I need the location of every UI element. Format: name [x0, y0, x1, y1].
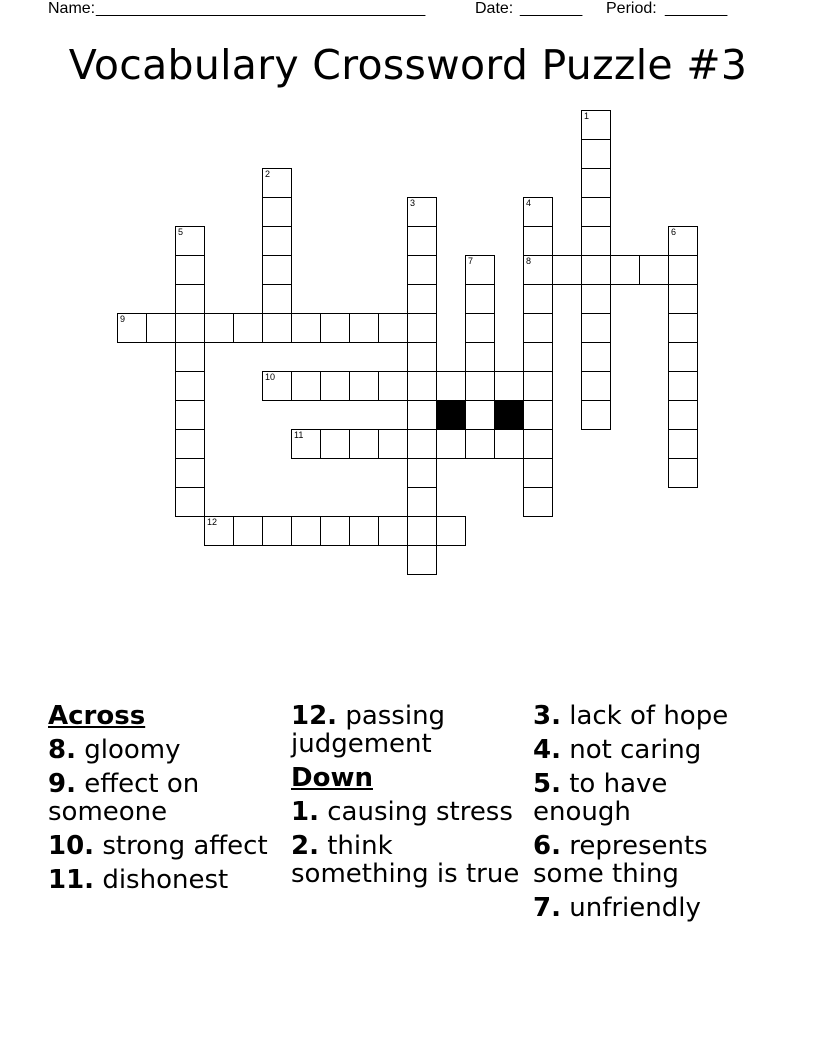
crossword-cell[interactable]: [320, 313, 350, 343]
name-field[interactable]: _____________________________________: [96, 0, 426, 17]
crossword-cell[interactable]: [581, 197, 611, 227]
crossword-cell[interactable]: [465, 371, 495, 401]
crossword-cell[interactable]: [523, 458, 553, 488]
crossword-cell[interactable]: [378, 429, 408, 459]
crossword-cell[interactable]: [320, 429, 350, 459]
crossword-cell[interactable]: [465, 284, 495, 314]
crossword-cell[interactable]: [523, 371, 553, 401]
crossword-cell[interactable]: [668, 429, 698, 459]
crossword-cell[interactable]: [610, 255, 640, 285]
clue-text: represents some thing: [533, 831, 708, 889]
crossword-cell[interactable]: [436, 371, 466, 401]
crossword-cell[interactable]: [349, 313, 379, 343]
crossword-cell[interactable]: [233, 516, 263, 546]
crossword-cell[interactable]: [465, 255, 495, 285]
crossword-cell[interactable]: [262, 226, 292, 256]
clue-text: think something is true: [291, 831, 520, 889]
page-title: Vocabulary Crossword Puzzle #3: [68, 41, 748, 89]
clue-number: 9.: [48, 769, 76, 799]
clue-number: 1.: [291, 797, 319, 827]
clue-down-3: [533, 702, 773, 730]
crossword-cell[interactable]: [175, 429, 205, 459]
crossword-cell[interactable]: [581, 371, 611, 401]
crossword-cell[interactable]: [204, 516, 234, 546]
crossword-cell[interactable]: [668, 255, 698, 285]
crossword-cell[interactable]: [407, 255, 437, 285]
clue-text: dishonest: [102, 865, 229, 895]
clue-number: 2.: [291, 831, 319, 861]
crossword-cell[interactable]: [407, 197, 437, 227]
crossword-cell[interactable]: [581, 226, 611, 256]
crossword-cell[interactable]: [175, 313, 205, 343]
clue-number: 5.: [533, 769, 561, 799]
crossword-cell[interactable]: [523, 400, 553, 430]
crossword-cell[interactable]: [668, 342, 698, 372]
clue-text: passing judgement: [291, 701, 446, 759]
crossword-cell[interactable]: [407, 545, 437, 575]
crossword-cell[interactable]: [204, 313, 234, 343]
crossword-cell[interactable]: [436, 516, 466, 546]
crossword-cell[interactable]: [262, 197, 292, 227]
period-label: Period:: [606, 0, 657, 17]
clues-column-2: [291, 702, 521, 894]
crossword-cell[interactable]: [436, 429, 466, 459]
cell-number: 10: [265, 372, 276, 382]
crossword-cell[interactable]: [407, 342, 437, 372]
clue-text: unfriendly: [569, 893, 701, 923]
black-square: [494, 400, 524, 430]
crossword-cell[interactable]: [552, 255, 582, 285]
across-heading: Across: [48, 701, 146, 731]
crossword-cell[interactable]: [581, 168, 611, 198]
crossword-cell[interactable]: [523, 226, 553, 256]
crossword-cell[interactable]: [407, 371, 437, 401]
down-heading: Down: [291, 763, 373, 793]
crossword-cell[interactable]: [668, 226, 698, 256]
crossword-cell[interactable]: [262, 284, 292, 314]
crossword-cell[interactable]: [117, 313, 147, 343]
crossword-cell[interactable]: [465, 429, 495, 459]
crossword-cell[interactable]: [146, 313, 176, 343]
clue-across-11: [48, 866, 278, 894]
crossword-cell[interactable]: [291, 313, 321, 343]
crossword-cell[interactable]: [378, 516, 408, 546]
crossword-cell[interactable]: [668, 400, 698, 430]
crossword-cell[interactable]: [175, 255, 205, 285]
cell-number: 5: [178, 227, 184, 237]
clue-text: gloomy: [84, 735, 181, 765]
crossword-cell[interactable]: [320, 516, 350, 546]
crossword-cell[interactable]: [407, 516, 437, 546]
clue-down-4: [533, 736, 773, 764]
crossword-cell[interactable]: [523, 429, 553, 459]
crossword-cell[interactable]: [291, 516, 321, 546]
cell-number: 7: [468, 256, 474, 266]
clue-down-7: [533, 894, 773, 922]
clue-text: causing stress: [327, 797, 513, 827]
crossword-cell[interactable]: [668, 313, 698, 343]
crossword-cell[interactable]: [523, 255, 553, 285]
crossword-cell[interactable]: [175, 400, 205, 430]
cell-number: 12: [207, 517, 218, 527]
crossword-cell[interactable]: [523, 342, 553, 372]
cell-number: 4: [526, 198, 532, 208]
crossword-cell[interactable]: [581, 400, 611, 430]
crossword-cell[interactable]: [407, 487, 437, 517]
clues-column-3: [533, 702, 773, 928]
crossword-cell[interactable]: [291, 429, 321, 459]
clue-text: lack of hope: [569, 701, 729, 731]
cell-number: 2: [265, 169, 271, 179]
clue-down-2: [291, 832, 521, 888]
crossword-cell[interactable]: [349, 371, 379, 401]
crossword-cell[interactable]: [581, 139, 611, 169]
clue-number: 7.: [533, 893, 561, 923]
crossword-cell[interactable]: [262, 516, 292, 546]
clue-text: effect on someone: [48, 769, 200, 827]
crossword-cell[interactable]: [378, 371, 408, 401]
clue-across-12: [291, 702, 521, 758]
cell-number: 1: [584, 111, 590, 121]
cell-number: 11: [294, 430, 304, 440]
crossword-cell[interactable]: [523, 487, 553, 517]
clue-text: to have enough: [533, 769, 668, 827]
crossword-cell[interactable]: [407, 313, 437, 343]
clue-down-5: [533, 770, 773, 826]
clue-number: 12.: [291, 701, 338, 731]
crossword-cell[interactable]: [407, 400, 437, 430]
crossword-cell[interactable]: [291, 371, 321, 401]
crossword-cell[interactable]: [262, 371, 292, 401]
crossword-cell[interactable]: [262, 168, 292, 198]
crossword-cell[interactable]: [378, 313, 408, 343]
clue-number: 10.: [48, 831, 95, 861]
crossword-cell[interactable]: [320, 371, 350, 401]
clue-across-9: [48, 770, 278, 826]
clues-column-1: [48, 702, 278, 900]
crossword-cell[interactable]: [407, 284, 437, 314]
crossword-cell[interactable]: [668, 458, 698, 488]
clue-text: strong affect: [102, 831, 268, 861]
name-label: Name:: [48, 0, 96, 17]
crossword-cell[interactable]: [175, 342, 205, 372]
cell-number: 3: [410, 198, 416, 208]
crossword-cell[interactable]: [465, 342, 495, 372]
cell-number: 9: [120, 314, 126, 324]
clue-across-10: [48, 832, 278, 860]
cell-number: 8: [526, 256, 532, 266]
clue-number: 11.: [48, 865, 95, 895]
crossword-cell[interactable]: [523, 197, 553, 227]
crossword-cell[interactable]: [581, 110, 611, 140]
clue-down-1: [291, 798, 521, 826]
clue-number: 8.: [48, 735, 76, 765]
clue-down-6: [533, 832, 773, 888]
clue-number: 6.: [533, 831, 561, 861]
crossword-cell[interactable]: [523, 313, 553, 343]
crossword-cell[interactable]: [349, 429, 379, 459]
date-field[interactable]: _______: [520, 0, 583, 17]
clue-number: 4.: [533, 735, 561, 765]
date-label: Date:: [475, 0, 514, 17]
crossword-cell[interactable]: [175, 487, 205, 517]
crossword-cell[interactable]: [175, 284, 205, 314]
crossword-cell[interactable]: [581, 313, 611, 343]
clue-number: 3.: [533, 701, 561, 731]
crossword-cell[interactable]: [668, 284, 698, 314]
crossword-cell[interactable]: [465, 400, 495, 430]
crossword-cell[interactable]: [349, 516, 379, 546]
crossword-cell[interactable]: [233, 313, 263, 343]
crossword-cell[interactable]: [175, 458, 205, 488]
crossword-cell[interactable]: [494, 371, 524, 401]
cell-number: 6: [671, 227, 677, 237]
crossword-cell[interactable]: [407, 226, 437, 256]
crossword-cell[interactable]: [581, 255, 611, 285]
crossword-cell[interactable]: [407, 429, 437, 459]
crossword-cell[interactable]: [175, 226, 205, 256]
crossword-cell[interactable]: [407, 458, 437, 488]
crossword-cell[interactable]: [523, 284, 553, 314]
clue-text: not caring: [569, 735, 702, 765]
crossword-cell[interactable]: [668, 371, 698, 401]
crossword-cell[interactable]: [262, 255, 292, 285]
crossword-cell[interactable]: [262, 313, 292, 343]
crossword-cell[interactable]: [465, 313, 495, 343]
crossword-cell[interactable]: [581, 284, 611, 314]
crossword-cell[interactable]: [581, 342, 611, 372]
black-square: [436, 400, 466, 430]
period-field[interactable]: _______: [665, 0, 728, 17]
crossword-cell[interactable]: [639, 255, 669, 285]
clue-across-8: [48, 736, 278, 764]
crossword-cell[interactable]: [175, 371, 205, 401]
crossword-cell[interactable]: [494, 429, 524, 459]
